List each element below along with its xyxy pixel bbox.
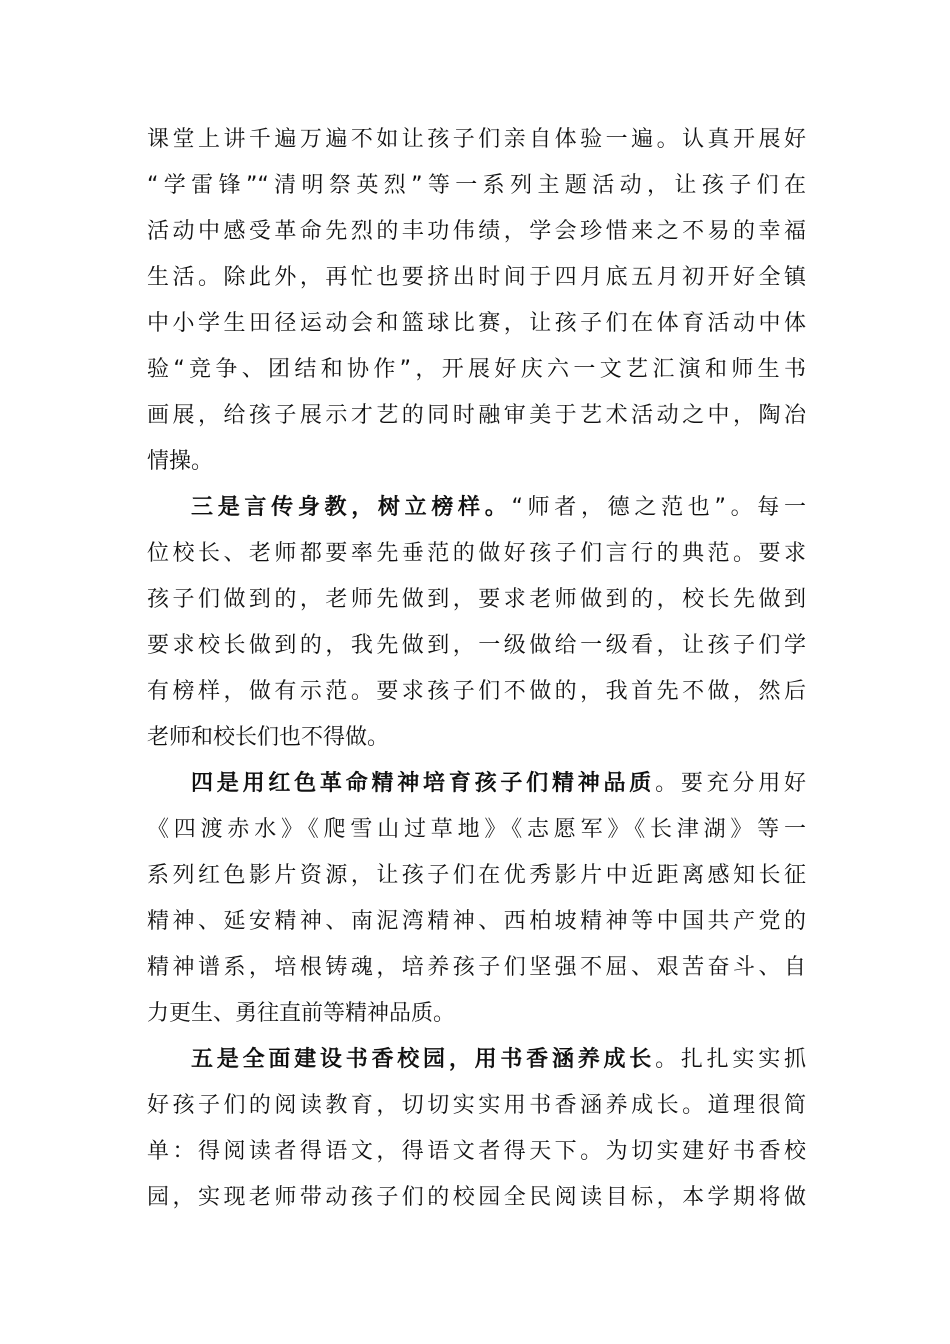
text-line: 老师和校长们也不得做。 [147,725,390,750]
text-line: “学雷锋”“清明祭英烈”等一系列主题活动，让孩子们在 [147,173,806,198]
text-line: 中小学生田径运动会和篮球比赛，让孩子们在体育活动中体 [147,311,806,336]
text-line: 画展，给孩子展示才艺的同时融审美于艺术活动之中，陶冶 [147,403,806,428]
text-line [147,1037,806,1083]
text-line: 验“竞争、团结和协作”，开展好庆六一文艺汇演和师生书 [147,357,806,382]
text-span: 。扎扎实实抓 [655,1047,806,1072]
text-line: 孩子们做到的，老师先做到，要求老师做到的，校长先做到 [147,587,806,612]
paragraph-heading: 五是全面建设书香校园，用书香涵养成长 [191,1047,656,1072]
paragraph-1 [147,117,806,485]
paragraph-4 [147,1037,806,1221]
text-line: 好孩子们的阅读教育，切切实实用书香涵养成长。道理很简 [147,1093,806,1118]
text-line: 有榜样，做有示范。要求孩子们不做的，我首先不做，然后 [147,679,806,704]
paragraph-heading: 四是用红色革命精神培育孩子们精神品质 [191,771,656,796]
text-line: 《四渡赤水》《爬雪山过草地》《志愿军》《长津湖》等一 [147,817,806,842]
text-line: 位校长、老师都要率先垂范的做好孩子们言行的典范。要求 [147,541,806,566]
text-line: 单：得阅读者得语文，得语文者得天下。为切实建好书香校 [147,1139,806,1164]
paragraph-3 [147,761,806,1037]
text-line: 要求校长做到的，我先做到，一级做给一级看，让孩子们学 [147,633,806,658]
text-line: 力更生、勇往直前等精神品质。 [147,1001,456,1026]
paragraph-heading: 三是言传身教，树立榜样。 [191,495,512,520]
text-line [147,485,806,531]
text-line: 精神谱系，培根铸魂，培养孩子们坚强不屈、艰苦奋斗、自 [147,955,806,980]
text-line: 情操。 [147,449,214,474]
paragraph-2 [147,485,806,761]
text-span: “师者，德之范也”。每一 [511,495,806,520]
document-page [147,117,806,1221]
text-line: 活动中感受革命先烈的丰功伟绩，学会珍惜来之不易的幸福 [147,219,806,244]
text-span: 。要充分用好 [655,771,806,796]
text-line: 系列红色影片资源，让孩子们在优秀影片中近距离感知长征 [147,863,806,888]
text-line [147,761,806,807]
text-line: 课堂上讲千遍万遍不如让孩子们亲自体验一遍。认真开展好 [147,127,806,152]
text-line: 生活。除此外，再忙也要挤出时间于四月底五月初开好全镇 [147,265,806,290]
text-line: 精神、延安精神、南泥湾精神、西柏坡精神等中国共产党的 [147,909,806,934]
text-line: 园，实现老师带动孩子们的校园全民阅读目标，本学期将做 [147,1185,806,1210]
